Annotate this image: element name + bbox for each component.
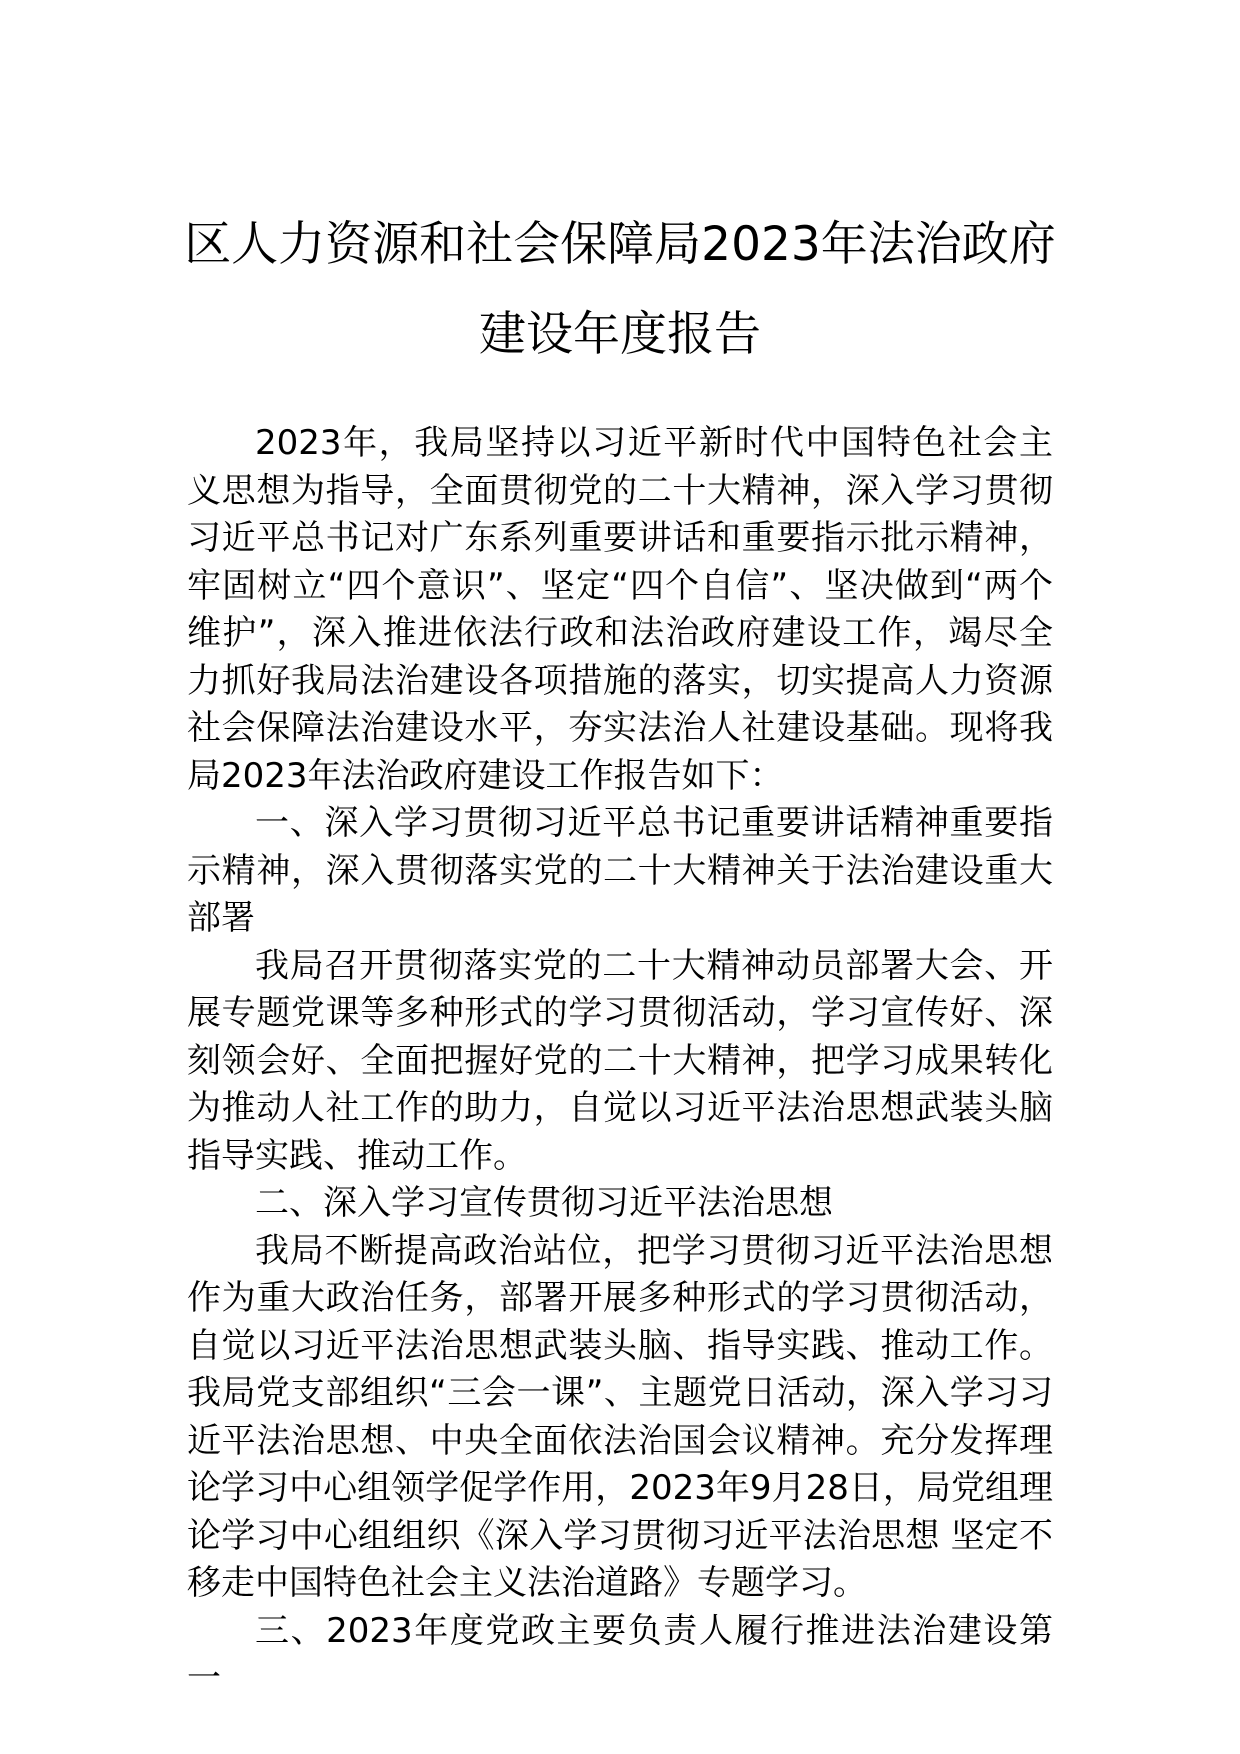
paragraph-section-2: 我局不断提高政治站位，把学习贯彻习近平法治思想作为重大政治任务，部署开展多种形式的学习贯彻活动，自觉以习近平法治思想武装头脑、指导实践、推动工作。我局党支部组织“三会一课”、主题党日活动，深入学习习近平法治思想、中央全面依法治国会议精神。充分发挥理论学习中心组领学促学作用，2023年9月28日，局党组理论学习中心组组织《深入学习贯彻习近平法治思想 坚定不移走中国特色社会主义法治道路》专题学习。 [187, 1230, 1053, 1603]
section-heading-1: 一、深入学习贯彻习近平总书记重要讲话精神重要指示精神，深入贯彻落实党的二十大精神关于法治建设重大部署 [187, 803, 1053, 938]
document-body [187, 420, 1053, 1703]
paragraph-section-1: 我局召开贯彻落实党的二十大精神动员部署大会、开展专题党课等多种形式的学习贯彻活动，学习宣传好、深刻领会好、全面把握好党的二十大精神，把学习成果转化为推动人社工作的助力，自觉以习近平法治思想武装头脑指导实践、推动工作。 [187, 945, 1053, 1176]
document-title-line-2: 建设年度报告 [479, 307, 761, 362]
document-title-line-1: 区人力资源和社会保障局2023年法治政府 [184, 217, 1056, 272]
paragraph-intro: 2023年，我局坚持以习近平新时代中国特色社会主义思想为指导，全面贯彻党的二十大精神，深入学习贯彻习近平总书记对广东系列重要讲话和重要指示批示精神，牢固树立“四个意识”、坚定“四个自信”、坚决做到“两个维护”，深入推进依法行政和法治政府建设工作，竭尽全力抓好我局法治建设各项措施的落实，切实提高人力资源社会保障法治建设水平，夯实法治人社建设基础。现将我局2023年法治政府建设工作报告如下： [187, 423, 1053, 796]
section-heading-3: 三、2023年度党政主要负责人履行推进法治建设第一 [187, 1610, 1053, 1698]
section-heading-2: 二、深入学习宣传贯彻习近平法治思想 [255, 1183, 833, 1223]
